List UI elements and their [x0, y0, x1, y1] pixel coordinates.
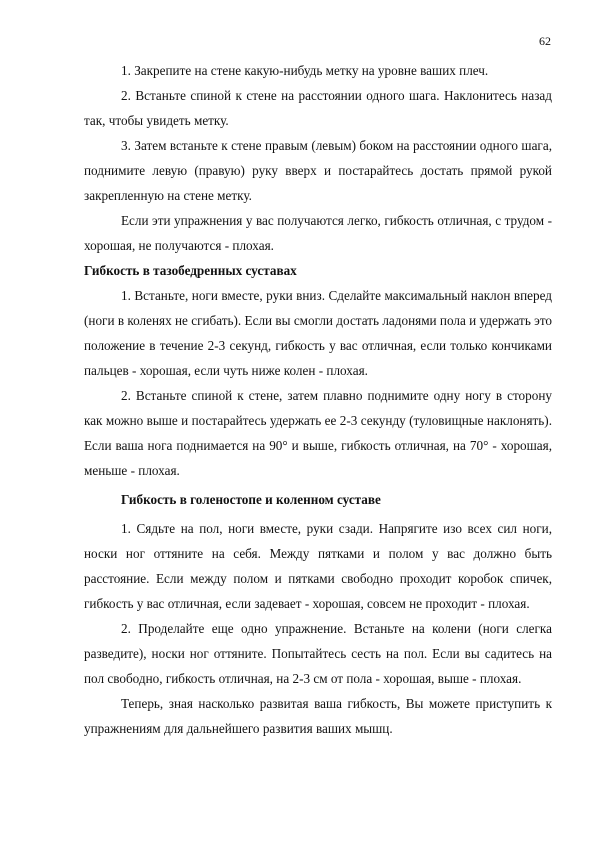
- section-heading-hip: Гибкость в тазобедренных суставах: [84, 263, 297, 278]
- paragraph: 2. Встаньте спиной к стене, затем плавно поднимите одну ногу в сторону как можно выше и постарайтесь удержать ее 2-3 секунду (туловищные наклонять). Если ваша нога поднимается на 90° и выше, гибкость отличная, на 70° - хорошая, меньше - плохая.: [84, 388, 552, 478]
- document-body: [84, 58, 552, 741]
- page-number: 62: [539, 34, 551, 48]
- paragraph: 3. Затем встаньте к стене правым (левым) боком на расстоянии одного шага, поднимите левую (правую) руку вверх и постарайтесь достать прямой рукой закрепленную на стене метку.: [84, 138, 552, 203]
- paragraph: 1. Сядьте на пол, ноги вместе, руки сзади. Напрягите изо всех сил ноги, носки ног оттяните на себя. Между пятками и полом у вас должно быть расстояние. Если между полом и пятками свободно проходит коробок спичек, гибкость у вас отличная, если задевает - хорошая, совсем не проходит - плохая.: [84, 521, 552, 611]
- paragraph: 1. Встаньте, ноги вместе, руки вниз. Сделайте максимальный наклон вперед (ноги в коленях не сгибать). Если вы смогли достать ладонями пола и удержать это положение в течение 2-3 секунд, гибкость у вас отличная, если только кончиками пальцев - хорошая, если чуть ниже колен - плохая.: [84, 288, 552, 378]
- paragraph: Если эти упражнения у вас получаются легко, гибкость отличная, с трудом - хорошая, не получаются - плохая.: [84, 213, 552, 253]
- paragraph: 2. Встаньте спиной к стене на расстоянии одного шага. Наклонитесь назад так, чтобы увидеть метку.: [84, 88, 552, 128]
- paragraph: 2. Проделайте еще одно упражнение. Встаньте на колени (ноги слегка разведите), носки ног оттяните. Попытайтесь сесть на пол. Если вы садитесь на пол свободно, гибкость отличная, на 2-3 см от пола - хорошая, выше - плохая.: [84, 621, 552, 686]
- paragraph: 1. Закрепите на стене какую-нибудь метку на уровне ваших плеч.: [121, 63, 489, 78]
- section-heading-ankle: Гибкость в голеностопе и коленном суставе: [121, 492, 381, 507]
- paragraph: Теперь, зная насколько развитая ваша гибкость, Вы можете приступить к упражнениям для дальнейшего развития ваших мышц.: [84, 696, 552, 736]
